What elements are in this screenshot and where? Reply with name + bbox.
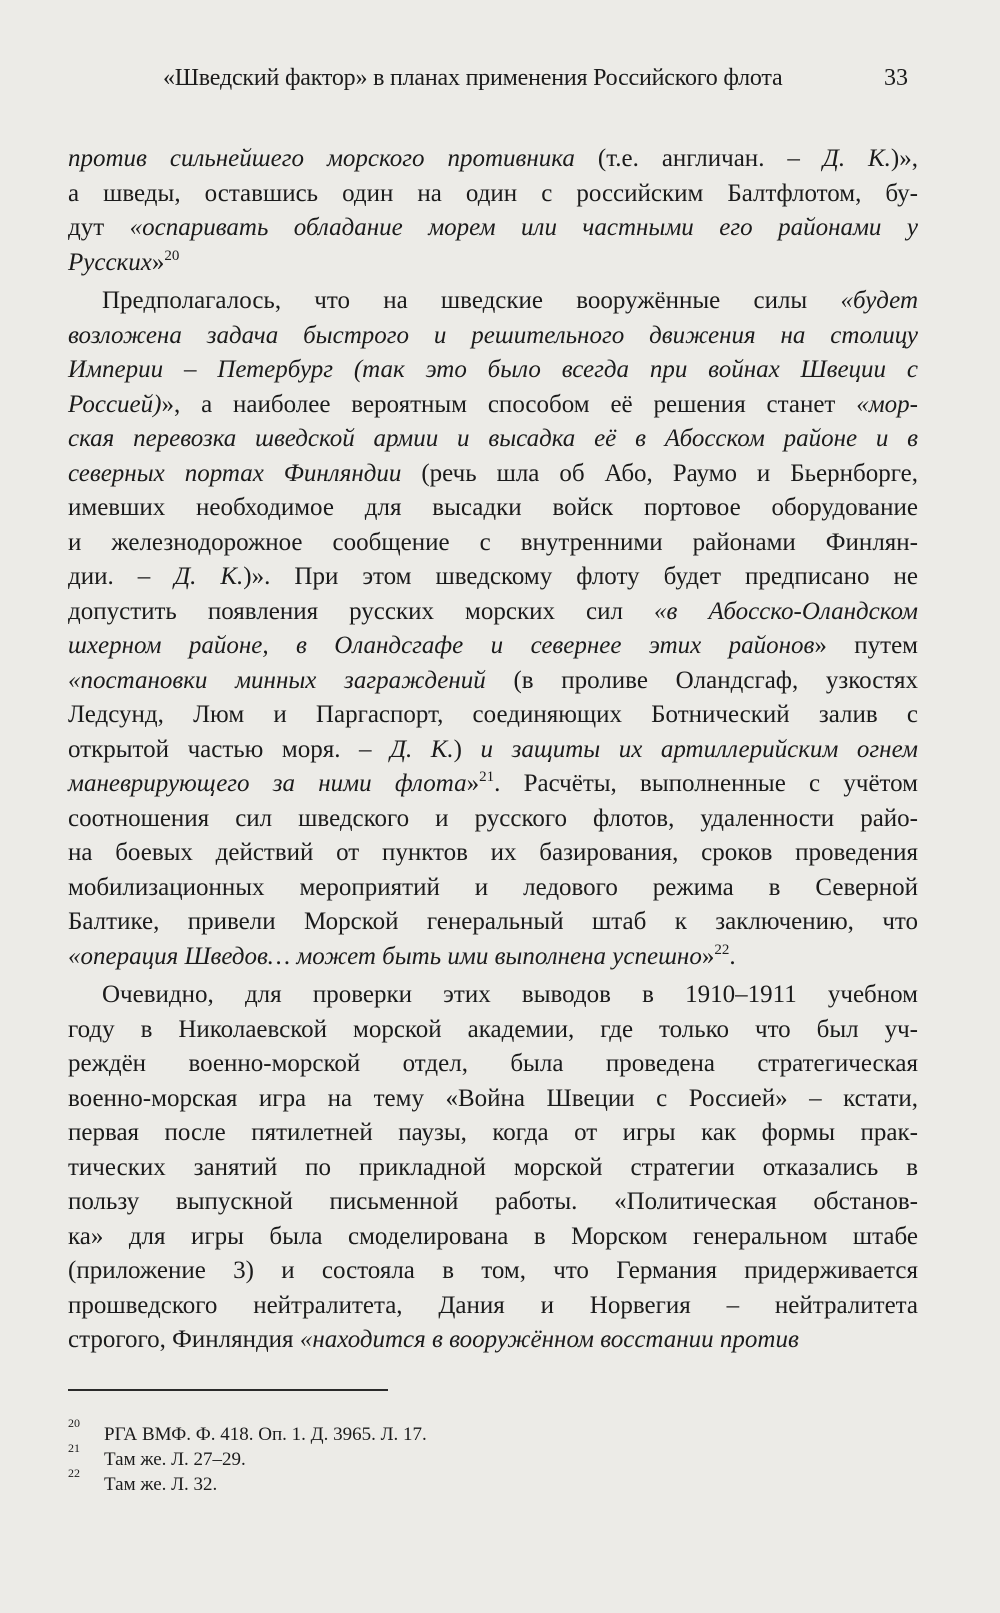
- text-run: допустить появления русских морских сил: [68, 597, 655, 625]
- text-run: «операция Шведов… может быть ими выполнена успешно: [68, 942, 702, 970]
- text-line: [68, 940, 918, 975]
- text-run: » путем: [814, 632, 918, 659]
- text-run: »: [701, 942, 715, 970]
- text-line: [68, 1151, 918, 1186]
- text-line: [68, 629, 918, 664]
- text-line: [68, 698, 918, 733]
- text-run: дут: [68, 214, 130, 241]
- text-run: шхерном районе, в Оландсгафе и севернее этих районов: [68, 632, 815, 659]
- text-run: «будет: [840, 287, 918, 314]
- footnote-divider: [68, 1389, 388, 1391]
- running-header-title: «Шведский фактор» в планах применения Российского флота: [163, 65, 783, 91]
- text-run: Россией): [68, 390, 162, 418]
- text-line: [68, 905, 918, 940]
- text-line: [68, 1047, 918, 1082]
- text-run: Ледсунд, Люм и Паргаспорт, соединяющих Ботнический залив с: [68, 701, 918, 728]
- text-run: мобилизационных мероприятий и ледового режима в Северной: [68, 873, 918, 901]
- footnote-number: 20: [68, 1416, 80, 1430]
- text-run: ка» для игры была смоделирована в Морском генеральном штабе: [68, 1222, 918, 1250]
- text-run: «мор-: [856, 390, 918, 418]
- running-header: [0, 58, 1000, 98]
- text-line: [68, 595, 918, 630]
- text-run: северных портах Финляндии: [68, 459, 402, 487]
- text-line: [68, 1116, 918, 1151]
- text-line: [68, 422, 918, 457]
- text-run: (речь шла об Або, Раумо и Бьернборге,: [401, 459, 918, 487]
- text-run: и железнодорожное сообщение с внутренними районами Финлян-: [68, 528, 918, 556]
- text-run: реждён военно-морской отдел, была проведена стратегическая: [68, 1050, 918, 1077]
- text-run: Предполагалось, что на шведские вооружённые силы: [102, 287, 841, 314]
- text-run: а шведы, оставшись один на один с российским Балтфлотом, бу-: [68, 179, 918, 207]
- text-run: )»,: [890, 145, 918, 172]
- text-run: Очевидно, для проверки этих выводов в 1910–1911 учебном: [102, 981, 918, 1008]
- text-run: (т.е. англичан. –: [574, 145, 823, 172]
- text-run: имевших необходимое для высадки войск портовое оборудование: [68, 494, 918, 521]
- text-line: [68, 1082, 918, 1117]
- text-run: первая после пятилетней паузы, когда от игры как формы прак-: [68, 1119, 918, 1146]
- text-line: [68, 1220, 918, 1255]
- text-run: маневрирующего за ними флота: [68, 770, 467, 797]
- text-line: [68, 353, 918, 388]
- text-line: [68, 491, 918, 526]
- text-run: соотношения сил шведского и русского флотов, удаленности райо-: [68, 804, 918, 832]
- text-run: Д. К.: [174, 563, 244, 590]
- page-number: 33: [884, 65, 908, 91]
- text-line: [68, 177, 918, 212]
- footnote-text: Там же. Л. 32.: [104, 1474, 218, 1495]
- text-run: военно-морская игра на тему «Война Швеции с Россией» – кстати,: [68, 1084, 918, 1112]
- footnote-text: Там же. Л. 27–29.: [104, 1449, 246, 1470]
- text-run: строгого, Финляндия: [68, 1326, 300, 1353]
- text-run: возложена задача быстрого и решительного движения на столицу: [68, 321, 918, 349]
- text-run: .: [729, 942, 736, 970]
- text-run: »: [151, 248, 165, 276]
- footnote-number: 22: [68, 1466, 80, 1480]
- text-line: [68, 284, 918, 319]
- text-run: прошведского нейтралитета, Дания и Норвегия – нейтралитета: [68, 1291, 918, 1319]
- text-run: году в Николаевской морской академии, где только что был уч-: [68, 1015, 918, 1043]
- text-run: )». При этом шведскому флоту будет предписано не: [243, 563, 919, 590]
- text-run: »: [466, 770, 480, 797]
- text-line: [68, 1323, 918, 1358]
- text-run: Балтике, привели Морской генеральный штаб к заключению, что: [68, 908, 918, 935]
- text-line: [68, 767, 918, 802]
- text-run: против сильнейшего морского противника: [68, 145, 575, 172]
- text-run: Д. К.: [822, 145, 891, 172]
- text-line: [68, 802, 918, 837]
- text-run: », а наиболее вероятным способом её решения станет: [161, 390, 857, 418]
- text-run: (в проливе Оландсгаф, узкостях: [485, 666, 918, 694]
- text-run: и защиты их артиллерийским огнем: [480, 735, 919, 763]
- text-run: Д. К.: [390, 735, 454, 763]
- text-run: тических занятий по прикладной морской стратегии отказались в: [68, 1153, 918, 1181]
- footnote-ref: 22: [714, 941, 730, 958]
- text-line: [68, 142, 918, 177]
- text-run: . Расчёты, выполненные с учётом: [494, 770, 918, 797]
- text-line: [68, 733, 918, 768]
- text-run: «постановки минных заграждений: [68, 666, 486, 694]
- text-run: «оспаривать обладание морем или частными его районами у: [129, 214, 918, 241]
- text-line: [68, 1254, 918, 1289]
- text-line: [68, 978, 918, 1013]
- text-line: [68, 388, 918, 423]
- text-line: [68, 560, 918, 595]
- text-line: [68, 836, 918, 871]
- text-run: Империи – Петербург (так это было всегда при войнах Швеции с: [68, 356, 918, 383]
- footnote-ref: 20: [164, 247, 180, 264]
- text-line: [68, 319, 918, 354]
- text-line: [68, 246, 918, 281]
- text-line: [68, 457, 918, 492]
- text-run: на боевых действий от пунктов их базирования, сроков проведения: [68, 839, 918, 866]
- text-run: Русских: [68, 248, 152, 276]
- text-line: [68, 871, 918, 906]
- text-line: [68, 1185, 918, 1220]
- text-run: (приложение 3) и состояла в том, что Германия придерживается: [68, 1257, 918, 1284]
- text-line: [68, 664, 918, 699]
- footnote-number: 21: [68, 1441, 80, 1455]
- text-run: ): [453, 735, 481, 763]
- text-line: [68, 1289, 918, 1324]
- text-run: открытой частью моря. –: [68, 735, 391, 763]
- footnote-ref: 21: [479, 769, 495, 785]
- text-run: пользу выпускной письменной работы. «Политическая обстанов-: [68, 1188, 918, 1215]
- text-line: [68, 526, 918, 561]
- body-text: [68, 142, 918, 1358]
- text-line: [68, 211, 918, 246]
- footnote-text: РГА ВМФ. Ф. 418. Оп. 1. Д. 3965. Л. 17.: [104, 1424, 427, 1445]
- text-line: [68, 1013, 918, 1048]
- text-run: дии. –: [68, 563, 175, 590]
- text-run: «находится в вооружённом восстании против: [299, 1326, 799, 1353]
- text-run: ская перевозка шведской армии и высадка её в Абосском районе и в: [68, 425, 918, 452]
- text-run: «в Абосско-Оландском: [654, 597, 918, 625]
